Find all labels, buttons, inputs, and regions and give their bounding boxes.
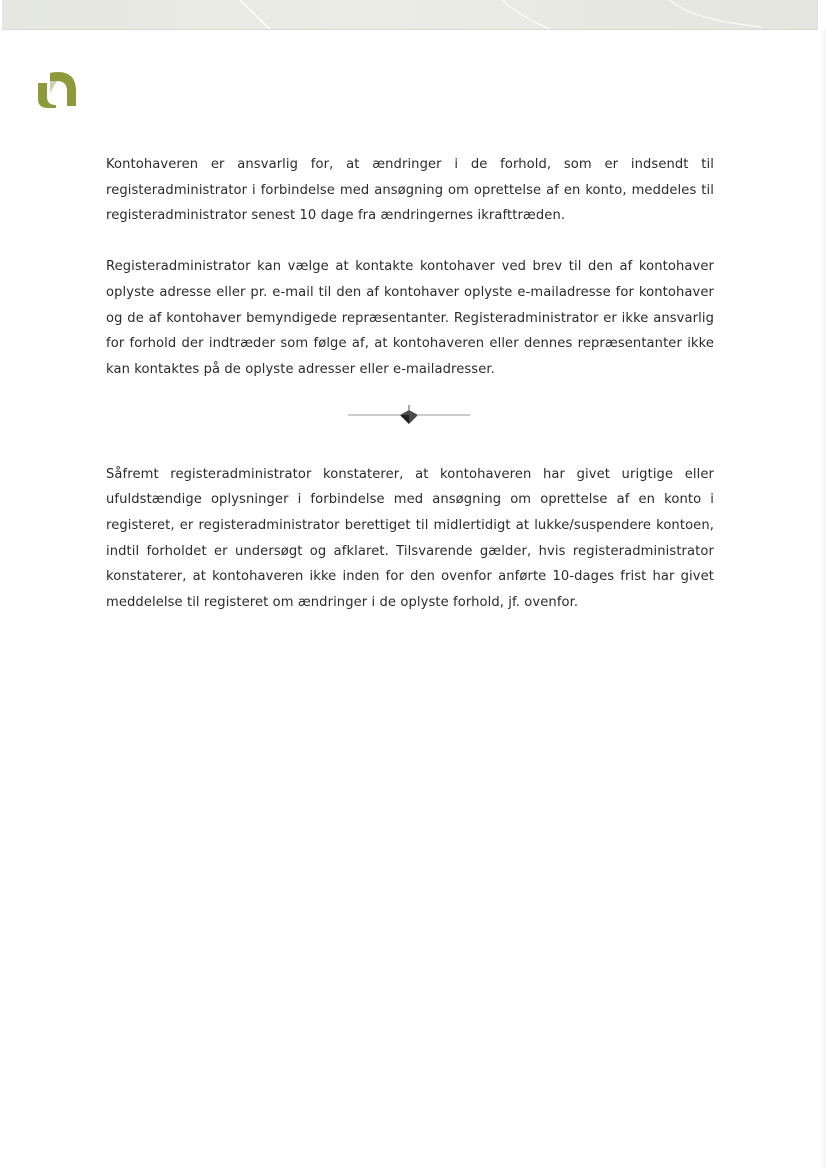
paragraph-contact-method: Registeradministrator kan vælge at kontakte kontohaver ved brev til den af kontohaver oplyste adresse eller pr. e-mail til den af kontohaver oplyste e-mailadresse for kontohaver og de af kontohaver bemyndigede repræsentanter. Registeradministrator er ikke ansvarlig for forhold der indtræder som følge af, at kontohaveren eller dennes repræsentanter ikke kan kontaktes på de oplyste adresser eller e-mailadresser.	[106, 259, 714, 377]
paragraph-change-notification: Kontohaveren er ansvarlig for, at ændringer i de forhold, som er indsendt til registeradministrator i forbindelse med ansøgning om oprettelse af en konto, meddeles til registeradministrator senest 10 dage fra ændringernes ikrafttræden.	[106, 157, 714, 224]
divider-ornament-icon	[344, 403, 474, 427]
agency-logo-icon	[36, 71, 78, 109]
paragraph-suspension: Såfremt registeradministrator konstaterer, at kontohaveren har givet urigtige eller ufuldstændige oplysninger i forbindelse med ansøgning om oprettelse af en konto i registeret, er registeradministrator berettiget til midlertidigt at lukke/suspendere kontoen, indtil forholdet er undersøgt og afklaret. Tilsvarende gælder, hvis registeradministrator konstaterer, at kontohaveren ikke inden for den ovenfor anførte 10-dages frist har givet meddelelse til registeret om ændringer i de oplyste forhold, jf. ovenfor.	[106, 466, 714, 611]
document-body	[106, 152, 714, 616]
header-band	[2, 0, 818, 30]
page-edge-shadow	[820, 30, 826, 1168]
header-band-decoration	[2, 0, 818, 29]
section-divider	[106, 401, 714, 436]
